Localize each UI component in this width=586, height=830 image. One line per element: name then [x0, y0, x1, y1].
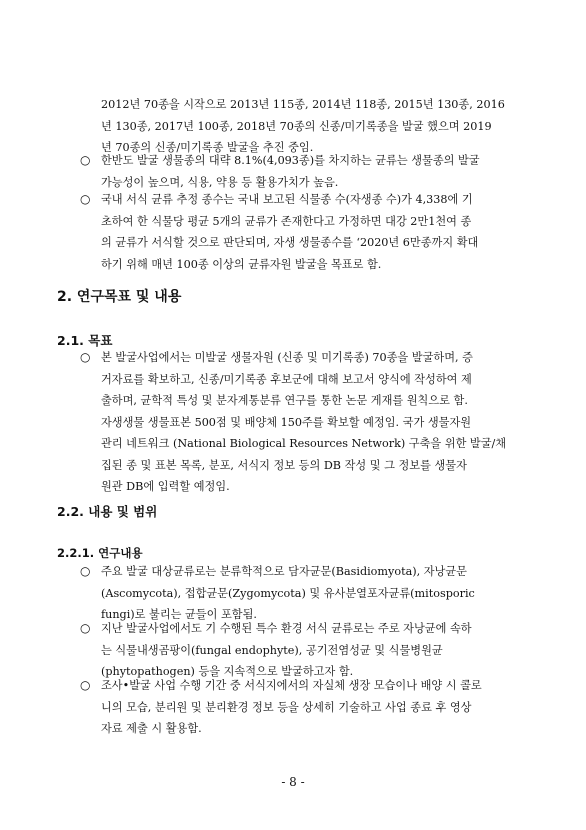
text-line: 출하며, 균학적 특성 및 분자계통분류 연구를 통한 논문 게재를 원칙으로 함.	[101, 394, 468, 407]
text-line: 니의 모습, 분리원 및 분리환경 정보 등을 상세히 기술하고 사업 종료 후 영상	[101, 700, 472, 714]
text-line: 가능성이 높으며, 식용, 약용 등 활용가치가 높음.	[101, 175, 339, 189]
text-line: 지난 발굴사업에서도 기 수행된 특수 환경 서식 균류로는 주로 자낭균에 속하	[101, 622, 472, 635]
text-line: 본 발굴사업에서는 미발굴 생물자원 (신종 및 미기록종) 70종을 발굴하며, 증	[101, 351, 473, 364]
text-line: 년 70종의 신종/미기록종 발굴을 추진 중임.	[101, 141, 314, 154]
text-line: (Ascomycota), 접합균문(Zygomycota) 및 유사분열포자균류(mitosporic	[101, 586, 475, 600]
intro-paragraph	[101, 94, 531, 159]
text-line: 자생생물 생물표본 500점 및 배양체 150주를 확보할 예정임. 국가 생물자원	[101, 415, 472, 429]
text-line: 거자료를 확보하고, 신종/미기록종 후보군에 대해 보고서 양식에 작성하여 제	[101, 372, 472, 386]
subsection-heading: 2.1. 목표	[57, 333, 113, 348]
text-line: 집된 종 및 표본 목록, 분포, 서식지 정보 등의 DB 작성 및 그 정보를 생물자	[101, 458, 467, 472]
text-line: fungi)로 불리는 균들이 포함됨.	[101, 608, 257, 621]
text-line: 조사•발굴 사업 수행 기간 중 서식지에서의 자실체 생장 모습이나 배양 시 콜로	[101, 679, 482, 692]
circle-bullet-icon: ○	[80, 678, 91, 692]
subsubsection-heading: 2.2.1. 연구내용	[57, 546, 143, 560]
content-paragraph	[101, 675, 531, 740]
bullet-paragraph	[101, 189, 531, 275]
circle-bullet-icon: ○	[80, 192, 91, 206]
subsection-heading: 2.2. 내용 및 범위	[57, 504, 158, 519]
text-line: 국내 서식 균류 추정 종수는 국내 보고된 식물종 수(자생종 수)가 4,338에 기	[101, 193, 473, 206]
content-paragraph	[101, 618, 531, 683]
content-paragraph	[101, 561, 531, 626]
text-line: 하기 위해 매년 100종 이상의 균류자원 발굴을 목표로 함.	[101, 257, 382, 271]
text-line: 2012년 70종을 시작으로 2013년 115종, 2014년 118종, 2015년 130종, 2016	[101, 98, 505, 111]
text-line: 의 균류가 서식할 것으로 판단되며, 자생 생물종수를 ‘2020년 6만종까지 확대	[101, 236, 479, 249]
bullet-paragraph	[101, 150, 531, 193]
text-line: 는 식물내생곰팡이(fungal endophyte), 공기전염성균 및 식물병원균	[101, 643, 443, 657]
text-line: 자료 제출 시 활용함.	[101, 722, 202, 735]
page-number: - 8 -	[281, 775, 305, 789]
circle-bullet-icon: ○	[80, 621, 91, 635]
section-heading: 2. 연구목표 및 내용	[57, 289, 182, 305]
text-line: 주요 발굴 대상균류로는 분류학적으로 담자균문(Basidiomyota), 자낭균문	[101, 565, 467, 578]
text-line: 관리 네트워크 (National Biological Resources Network) 구축을 위한 발굴/채	[101, 437, 507, 450]
circle-bullet-icon: ○	[80, 564, 91, 578]
text-line: 초하여 한 식물당 평균 5개의 균류가 존재한다고 가정하면 대강 2만1천여 종	[101, 214, 472, 228]
circle-bullet-icon: ○	[80, 153, 91, 167]
text-line: 원관 DB에 입력할 예정임.	[101, 480, 230, 493]
text-line: 한반도 발굴 생물종의 대략 8.1%(4,093종)를 차지하는 균류는 생물종의 발굴	[101, 154, 480, 167]
circle-bullet-icon: ○	[80, 350, 91, 364]
text-line: (phytopathogen) 등을 지속적으로 발굴하고자 함.	[101, 665, 354, 678]
goal-paragraph	[101, 347, 531, 498]
text-line: 년 130종, 2017년 100종, 2018년 70종의 신종/미기록종을 발굴 했으며 2019	[101, 119, 492, 133]
